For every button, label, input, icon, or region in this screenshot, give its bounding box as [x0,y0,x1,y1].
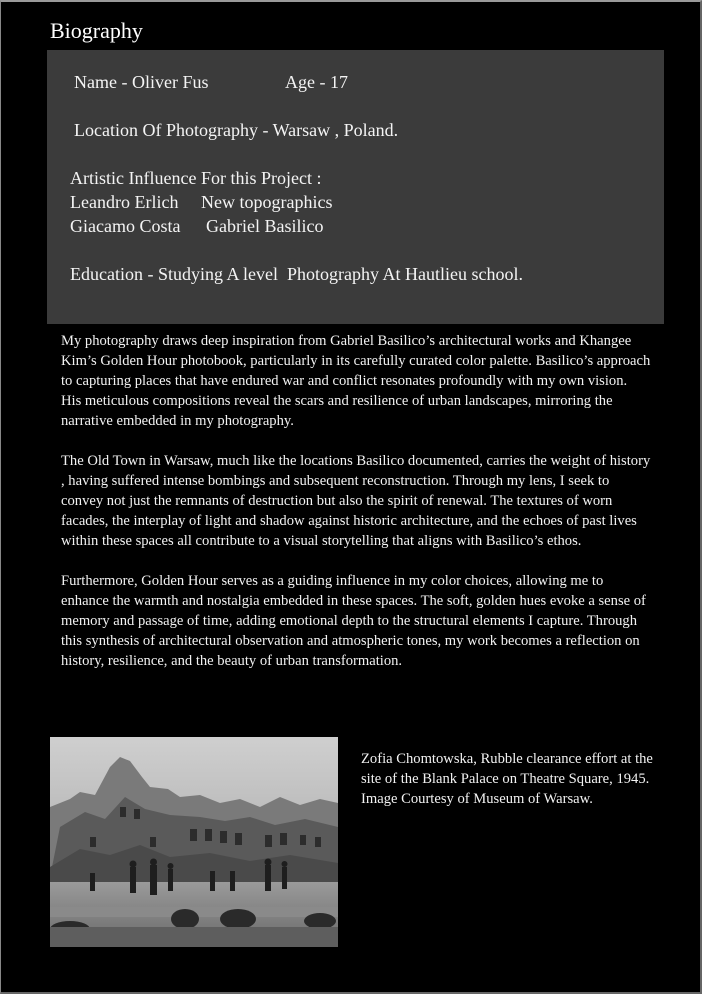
rubble-photo-illustration [50,737,338,947]
photo-caption: Zofia Chomtowska, Rubble clearance effort at the site of the Blank Palace on Theatre Square, 1945. Image Courtesy of Museum of Warsaw. [361,751,653,807]
bio-influence-costa: Giacamo Costa [70,216,181,236]
essay-paragraph: My photography draws deep inspiration from Gabriel Basilico’s architectural works and Khangee Kim’s Golden Hour photobook, particularly in its carefully curated color palette. Basilico’s approach to capturing places that have endured war and conflict resonates profoundly with my own vision. His meticulous compositions reveal the scars and resilience of urban landscapes, mirroring the narrative embedded in my photography. [61,333,651,429]
bio-location: Location Of Photography - Warsaw , Poland. [74,120,399,140]
bio-influence-new-topographics: New topographics [201,192,333,212]
bio-info-panel [47,50,664,324]
essay-paragraph: Furthermore, Golden Hour serves as a guiding influence in my color choices, allowing me to enhance the warmth and nostalgia embedded in these spaces. The soft, golden hues evoke a sense of memory and passage of time, adding emotional depth to the structural elements I capture. Through this synthesis of architectural observation and atmospheric tones, my work becomes a reflection on history, resilience, and the beauty of urban transformation. [61,573,646,669]
essay-paragraph: The Old Town in Warsaw, much like the locations Basilico documented, carries the weight of history , having suffered intense bombings and subsequent reconstruction. Through my lens, I seek to convey not just the remnants of destruction but also the spirit of renewal. The textures of worn facades, the interplay of light and shadow against historic architecture, and the echoes of past lives within these spaces all contribute to a visual storytelling that aligns with Basilico’s ethos. [61,453,651,549]
essay-text [61,331,651,691]
historic-rubble-photo [50,737,338,947]
bio-influence-erlich: Leandro Erlich [70,192,179,212]
bio-education: Education - Studying A level Photography At Hautlieu school. [70,264,523,284]
page-title: Biography [50,18,143,43]
bio-age: Age - 17 [285,72,348,92]
bio-influence-heading: Artistic Influence For this Project : [70,168,322,188]
bio-influence-basilico: Gabriel Basilico [206,216,324,236]
bio-name: Name - Oliver Fus [74,72,209,92]
